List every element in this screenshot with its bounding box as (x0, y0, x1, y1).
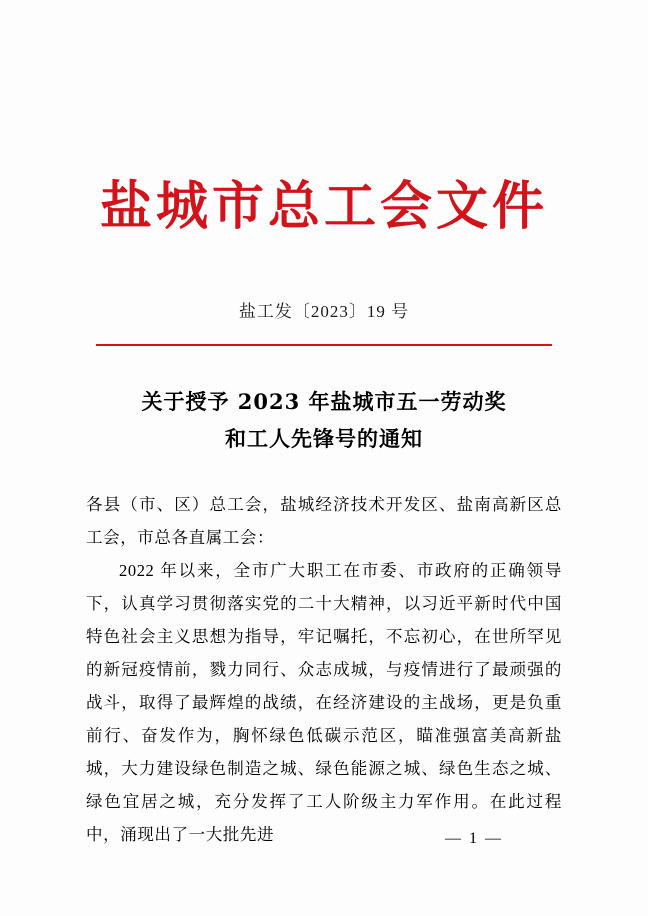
document-subject-line-2: 和工人先锋号的通知 (225, 425, 423, 451)
document-addressee: 各县（市、区）总工会，盐城经济技术开发区、盐南高新区总工会，市总各直属工会： (86, 494, 562, 547)
document-paragraph-1: 2022 年以来，全市广大职工在市委、市政府的正确领导下，认真学习贯彻落实党的二十大精神，以习近平新时代中国特色社会主义思想为指导，牢记嘱托，不忘初心，在世所罕见的新冠疫情前，戮力同行、众志成城，与疫情进行了最顽强的战斗，取得了最辉煌的战绩，在经济建设的主战场，更是负重前行、奋发作为，胸怀绿色低碳示范区，瞄准强富美高新盐城，大力建设绿色制造之城、绿色能源之城、绿色生态之城、绿色宜居之城，充分发挥了工人阶级主力军作用。在此过程中，涌现出了一大批先进 (86, 560, 562, 844)
page-number: — 1 — (445, 830, 503, 847)
document-header (0, 0, 648, 235)
document-body (86, 488, 562, 851)
document-number: 盐工发〔2023〕19 号 (238, 302, 410, 322)
document-subject-line-1: 关于授予 2023 年盐城市五一劳动奖 (141, 389, 507, 415)
red-divider-rule (96, 344, 552, 346)
document-subject (0, 384, 648, 458)
document-header-title: 盐城市总工会文件 (99, 176, 548, 237)
